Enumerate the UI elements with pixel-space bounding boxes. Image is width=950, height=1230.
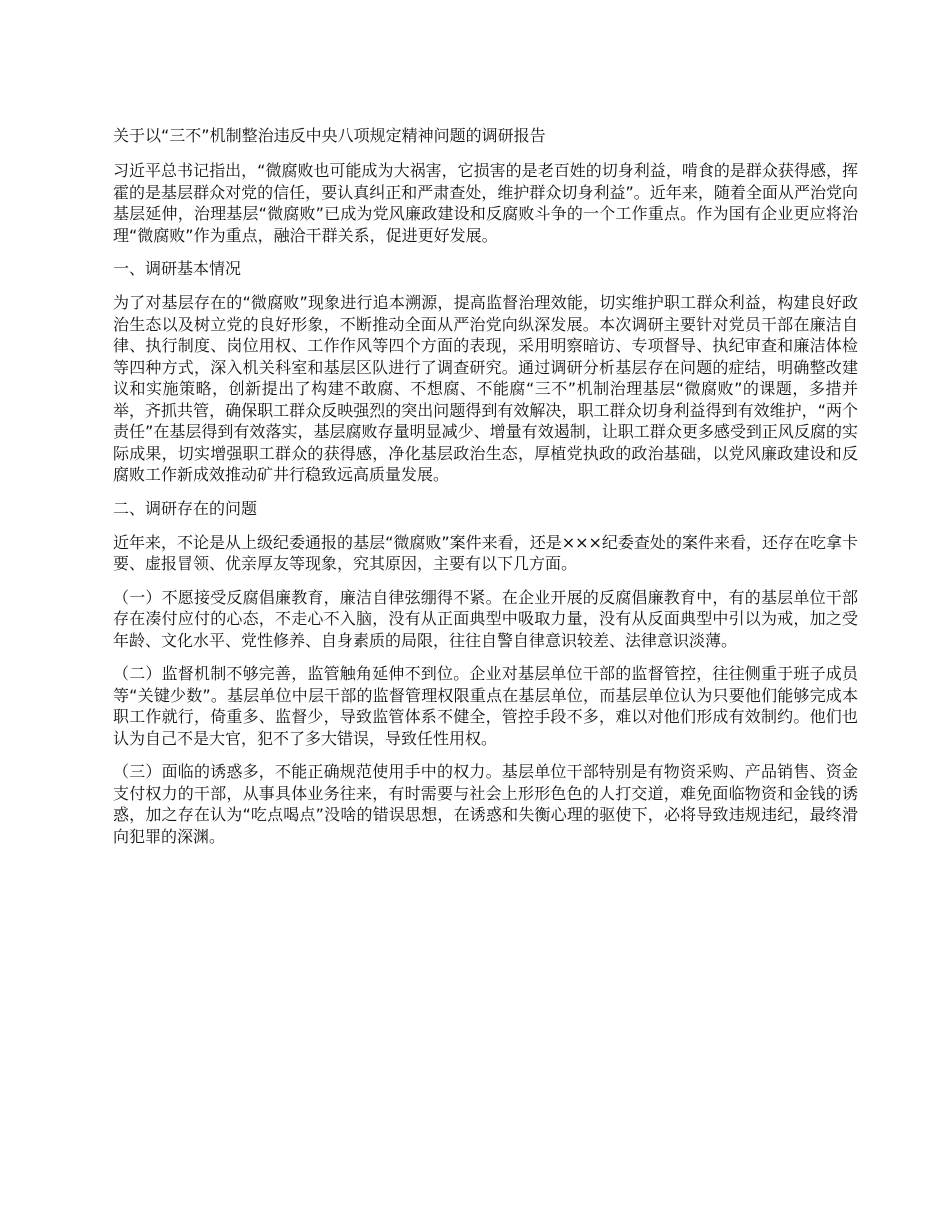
section-1-paragraph: 为了对基层存在的“微腐败”现象进行追本溯源，提高监督治理效能，切实维护职工群众利益，构建良好政治生态以及树立党的良好形象，不断推动全面从严治党向纵深发展。本次调研主要针对党员干部在廉洁自律、执行制度、岗位用权、工作作风等四个方面的表现，采用明察暗访、专项督导、执纪审查和廉洁体检等四种方式，深入机关科室和基层区队进行了调查研究。通过调研分析基层存在问题的症结，明确整改建议和实施策略，创新提出了构建不敢腐、不想腐、不能腐“三不”机制治理基层“微腐败”的课题，多措并举，齐抓共管，确保职工群众反映强烈的突出问题得到有效解决，职工群众切身利益得到有效维护，“两个责任”在基层得到有效落实，基层腐败存量明显减少、增量有效遏制，让职工群众更多感受到正风反腐的实际成果，切实增强职工群众的获得感，净化基层政治生态，厚植党执政的政治基础，以党风廉政建设和反腐败工作新成效推动矿井行稳致远高质量发展。	[113, 293, 858, 484]
document-title: 关于以“三不”机制整治违反中央八项规定精神问题的调研报告	[113, 126, 546, 145]
section-heading-2: 二、调研存在的问题	[113, 498, 258, 518]
section-2-paragraph: 近年来，不论是从上级纪委通报的基层“微腐败”案件来看，还是×××纪委查处的案件来看，还存在吃拿卡要、虚报冒领、优亲厚友等现象，究其原因，主要有以下几方面。	[113, 532, 858, 573]
document-page	[113, 124, 858, 859]
section-heading-1: 一、调研基本情况	[113, 259, 242, 278]
problem-point-1: （一）不愿接受反腐倡廉教育，廉洁自律弦绷得不紧。在企业开展的反腐倡廉教育中，有的基层单位干部存在凑付应付的心态，不走心不入脑，没有从正面典型中吸取力量，没有从反面典型中引以为戒，加之受年龄、文化水平、党性修养、自身素质的局限，往往自警自律意识较差、法律意识淡薄。	[113, 587, 858, 650]
problem-point-2: （二）监督机制不够完善，监管触角延伸不到位。企业对基层单位干部的监督管控，往往侧重于班子成员等“关键少数”。基层单位中层干部的监督管理权限重点在基层单位，而基层单位认为只要他们能够完成本职工作就行，倚重多、监督少，导致监管体系不健全，管控手段不多，难以对他们形成有效制约。他们也认为自己不是大官，犯不了多大错误，导致任性用权。	[113, 664, 858, 748]
problem-point-3: （三）面临的诱惑多，不能正确规范使用手中的权力。基层单位干部特别是有物资采购、产品销售、资金支付权力的干部，从事具体业务往来，有时需要与社会上形形色色的人打交道，难免面临物资和金钱的诱惑，加之存在认为“吃点喝点”没啥的错误思想，在诱惑和失衡心理的驱使下，必将导致违规违纪，最终滑向犯罪的深渊。	[113, 762, 858, 846]
intro-paragraph: 习近平总书记指出，“微腐败也可能成为大祸害，它损害的是老百姓的切身利益，啃食的是群众获得感，挥霍的是基层群众对党的信任，要认真纠正和严肃查处，维护群众切身利益”。近年来，随着全面从严治党向基层延伸，治理基层“微腐败”已成为党风廉政建设和反腐败斗争的一个工作重点。作为国有企业更应将治理“微腐败”作为重点，融洽干群关系，促进更好发展。	[113, 161, 858, 245]
